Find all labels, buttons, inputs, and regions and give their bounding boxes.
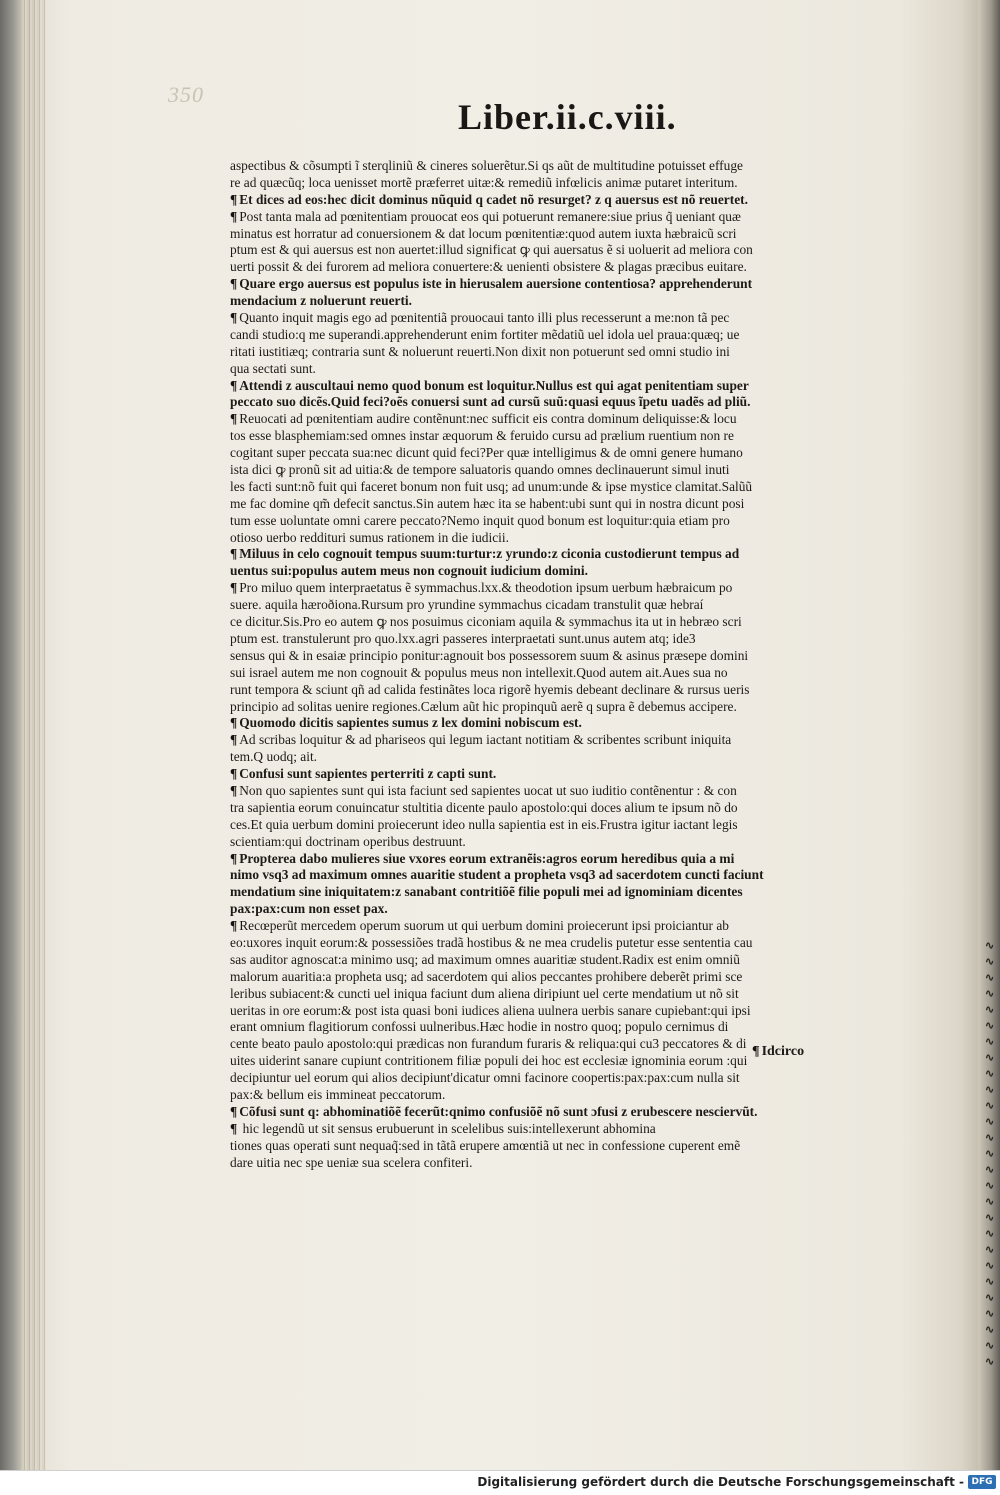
adjacent-page-edge-marks: ∿ ∿ ∿ ∿ ∿ ∿ ∿ ∿ ∿ ∿ ∿ ∿ ∿ ∿ ∿ ∿ ∿ ∿ ∿ ∿ ∿ ∿ ∿ ∿ ∿ ∿ ∿ (985, 940, 995, 1368)
text-line-content: nimo vsq3 ad maximum omnes auaritie student a propheta vsq3 ad sacerdotem cuncti faciunt (230, 867, 764, 883)
text-line-content: runt tempora & sciunt qñ ad calida festinãtes loca rigorẽ hyemis debeant declinare & rursus ueris (230, 681, 750, 697)
footer-bar (0, 1470, 1000, 1495)
pilcrow-icon: ¶ (230, 208, 238, 224)
catchword-text: Idcirco (761, 1044, 805, 1059)
text-line (230, 715, 875, 732)
text-line-content: aspectibus & cõsumpti ĩ sterqliniũ & cineres soluerẽtur.Si qs aũt de multitudine potuisset effuge (230, 158, 743, 173)
text-line-content: sas auditor agnoscat:a minimo usq; ad maximum omnes auaritiæ student.Radix est enim omniũ (230, 951, 740, 967)
text-line (230, 867, 875, 884)
pilcrow-icon: ¶ (230, 377, 238, 393)
text-line (230, 1121, 875, 1138)
text-line (230, 580, 875, 597)
text-line-content: Miluus in celo cognouit tempus suum:turtur:z yrundo:z ciconia custodierunt tempus ad (239, 546, 740, 562)
text-line-content: candi studio:q me superandi.apprehenderunt enim fortiter mẽdatiũ uel idola uel praua:quæq; ue (230, 326, 740, 342)
text-line (230, 1087, 875, 1104)
text-line-content: malorum auaritia:a propheta usq; ad sacerdotem qui alios peccantes prohibere deberẽt primi sce (230, 968, 743, 984)
text-line-content: tum esse uoluntate omni carere peccato?Nemo inquit quod bonum est loquitur:quia etiam pro (230, 512, 730, 528)
text-line-content: tiones quas operati sunt nequaq̃:sed in tãtã erupere amœntiã ut nec in confessione cuperent emẽ (230, 1137, 741, 1153)
text-line-content: principio ad solitas uenire regiones.Cælum aũt hic propinquũ aerẽ q supra ẽ debemus accipere. (230, 698, 737, 714)
dfg-logo: DFG (968, 1475, 996, 1489)
text-line (230, 175, 875, 192)
text-line-content: peccato suo dicẽs.Quid feci?oẽs conuersi sunt ad cursũ suũ:quasi equus ĩpetu uadẽs ad pliũ. (230, 394, 751, 410)
text-line-content: Pro miluo quem interpraetatus ẽ symmachus.lxx.& theodotion ipsum uerbum hæbraicum po (239, 580, 733, 596)
pilcrow-icon: ¶ (230, 850, 238, 866)
text-line-content: me fac domine qm̃ defecit sanctus.Sin autem hæc ita se habent:ubi sunt qui in nostra dicunt posi (230, 495, 745, 511)
text-line (230, 834, 875, 851)
text-line (230, 479, 875, 496)
text-line-content: Confusi sunt sapientes perterriti z capti sunt. (239, 766, 497, 782)
text-line (230, 513, 875, 530)
pilcrow-icon: ¶ (230, 546, 238, 562)
pilcrow-icon: ¶ (230, 1103, 238, 1119)
pilcrow-icon: ¶ (230, 580, 238, 596)
text-line (230, 935, 875, 952)
text-line (230, 901, 875, 918)
text-line-content: ista dici ꝙ pronũ sit ad uitia:& de tempore saluatoris quando omnes declinauerunt simul inuti (230, 462, 730, 478)
text-line (230, 378, 875, 395)
text-line (230, 293, 875, 310)
text-line (230, 1003, 875, 1020)
text-line (230, 597, 875, 614)
text-line (230, 918, 875, 935)
text-line-content: re ad quæcũq; loca uenisset mortẽ præferret uitæ:& remediũ infœlicis animæ putaret interitum. (230, 174, 738, 190)
text-line-content: sensus qui & in esaiæ principio ponitur:agnouit bos possessorem suum & asinus præsepe domini (230, 647, 749, 663)
text-line-content: erant omnium flagitiorum confossi uulneribus.Hæc hodie in nostro quoq; populo cernimus di (230, 1019, 729, 1035)
text-line (230, 563, 875, 580)
text-line-content: ces.Et quia uerbum domini proiecerunt ideo nulla sapientia est in eis.Frustra igitur iactant legis (230, 816, 738, 832)
text-line (230, 1104, 875, 1121)
text-line-content: uerti possit & dei furorem ad meliora conuertere:& uenienti obsistere & plagas præcibus euitare. (230, 259, 747, 275)
text-line-content: ptum est. transtulerunt pro quo.lxx.agri passeres interpraetati sunt.unus autem atq; ide3 (230, 630, 696, 646)
text-line-content: Et dices ad eos:hec dicit dominus nũquid q cadet nõ resurget? z q auersus est nõ reuertet. (239, 191, 748, 207)
pilcrow-icon: ¶ (230, 310, 238, 326)
text-line-content: tos esse blasphemiam:sed omnes instar æquorum & feruido cursu ad prælium ruentium non re (230, 428, 734, 444)
text-line-content: mendacium z noluerunt reuerti. (230, 293, 412, 309)
folio-number-ghost: 350 (168, 82, 204, 107)
text-line-content: les facti sunt:nõ fuit qui faceret bonum non fuit usq; ad unum:unde & ipse mystice clamitat.Salũũ (230, 478, 753, 494)
text-line-content: dare uitia nec spe ueniæ sua scelera confiteri. (230, 1154, 473, 1170)
pilcrow-icon: ¶ (230, 411, 238, 427)
text-line-content: ptum est & qui auersus est non auertet:illud significat ꝙ qui auersatus ẽ si uoluerit ad meliora con (230, 242, 753, 258)
pilcrow-icon: ¶ (230, 715, 238, 731)
pilcrow-icon: ¶ (230, 766, 238, 782)
text-line-content: hic legendũ ut sit sensus erubuerunt in scelelibus suis:intellexerunt abhomina (239, 1120, 656, 1136)
catchword (752, 1044, 804, 1060)
text-line (230, 1019, 875, 1036)
pilcrow-icon: ¶ (230, 191, 238, 207)
text-line (230, 1138, 875, 1155)
text-line-content: Cõfusi sunt q: abhominatiõẽ fecerũt:qnimo confusiõẽ nõ sunt ɔfusi z erubescere nesciervũt. (239, 1103, 758, 1119)
text-line-content: Reuocati ad pœnitentiam audire contẽnunt:nec sufficit eis contra dominum deliquisse:& locu (239, 411, 737, 427)
text-line-content: minatus est horratur ad conuersionem & dat locum pœnitentiæ:quod autem iuxta hæbraicũ scri (230, 225, 737, 241)
text-line-content: Post tanta mala ad pœnitentiam prouocat eos qui potuerunt remanere:siue prius q̃ ueniant quæ (239, 208, 741, 224)
text-line-content: ritati iustitiæq; contraria sunt & noluerunt reuerti.Non dixit non potuerunt sed omni studio ini (230, 343, 730, 359)
text-line-content: leribus subiacent:& cuncti uel iniqua faciunt dum aliena diripiunt uel certe mendatium ut nõ sit (230, 985, 739, 1001)
text-line (230, 496, 875, 513)
text-line-content: sui israel autem me non cognouit & populus meus non intellexit.Quod autem ait.Aues sua no (230, 664, 728, 680)
text-line (230, 276, 875, 293)
text-line-content: pax:& bellum eis immineat peccatorum. (230, 1086, 446, 1102)
text-block (230, 158, 875, 1171)
text-line (230, 327, 875, 344)
text-line (230, 732, 875, 749)
text-line (230, 428, 875, 445)
text-line-content: tem.Q uodq; ait. (230, 749, 318, 765)
text-line (230, 665, 875, 682)
text-line-content: Quomodo dicitis sapientes sumus z lex domini nobiscum est. (239, 715, 582, 731)
text-line (230, 411, 875, 428)
text-line-content: cogitant super peccata sua:nec dicunt quid feci?Per quæ intelligimus & de omni genere humano (230, 445, 743, 461)
text-line (230, 648, 875, 665)
text-line-content: scientiam:qui doctrinam operibus destruunt. (230, 833, 466, 849)
text-line (230, 259, 875, 276)
text-line (230, 952, 875, 969)
text-line-content: uentus sui:populus autem meus non cognouit iudicium domini. (230, 563, 588, 579)
pilcrow-icon: ¶ (230, 1120, 238, 1136)
text-line-content: tra sapientia eorum conuincatur stultitia dicente paulo apostolo:qui doces alium te ipsum nõ do (230, 799, 738, 815)
text-line-content: pax:pax:cum non esset pax. (230, 901, 388, 917)
text-line-content: Propterea dabo mulieres siue vxores eorum extranẽis:agros eorum heredibus quia a mi (239, 850, 735, 866)
text-line (230, 242, 875, 259)
text-line (230, 1070, 875, 1087)
text-line (230, 462, 875, 479)
text-line (230, 445, 875, 462)
funding-notice: Digitalisierung gefördert durch die Deutsche Forschungsgemeinschaft - (477, 1475, 964, 1489)
text-line (230, 394, 875, 411)
text-line (230, 192, 875, 209)
text-line (230, 884, 875, 901)
text-line (230, 682, 875, 699)
pilcrow-icon: ¶ (230, 732, 238, 748)
text-line (230, 631, 875, 648)
text-line (230, 344, 875, 361)
text-line (230, 614, 875, 631)
text-line-content: ueritas in ore eorum:& post ista quasi boni iudices aliena uulnera uerbis sanare cupiebant:qui ipsi (230, 1002, 751, 1018)
text-line (230, 530, 875, 547)
text-line (230, 310, 875, 327)
text-line (230, 749, 875, 766)
text-line-content: otioso uerbo reddituri sumus rationem in die iudicii. (230, 529, 509, 545)
text-line-content: Quare ergo auersus est populus iste in hierusalem auersione contentiosa? apprehenderunt (239, 276, 753, 292)
text-line (230, 1155, 875, 1172)
text-line (230, 783, 875, 800)
text-line (230, 817, 875, 834)
running-head: Liber.ii.c.viii. (458, 97, 677, 137)
page-edge-left (22, 0, 46, 1470)
text-line (230, 986, 875, 1003)
text-line (230, 800, 875, 817)
text-line (230, 361, 875, 378)
text-line-content: eo:uxores inquit eorum:& possessiões tradã hostibus & ne mea crudelis putetur esse sententia cau (230, 934, 753, 950)
pilcrow-icon: ¶ (230, 276, 238, 292)
text-line-content: Quanto inquit magis ego ad pœnitentiã prouocaui tanto illi plus recesserunt a me:non tã pec (239, 310, 730, 326)
text-line (230, 766, 875, 783)
text-line (230, 209, 875, 226)
pilcrow-icon: ¶ (230, 782, 238, 798)
pilcrow-icon: ¶ (230, 918, 238, 934)
text-line (230, 546, 875, 563)
text-line-content: suere. aquila hæroðiona.Rursum pro yrundine symmachus cicadam transtulit quæ hebraí (230, 597, 704, 613)
pilcrow-icon: ¶ (752, 1044, 760, 1059)
text-line-content: cente beato paulo apostolo:qui prædicas non furandum furaris & reliqua:qui cu3 peccatores & di (230, 1036, 747, 1052)
text-line-content: Non quo sapientes sunt qui ista faciunt sed sapientes uocat ut suo iuditio contẽnentur : & con (239, 782, 737, 798)
text-line-content: Attendi z auscultaui nemo quod bonum est loquitur.Nullus est qui agat penitentiam super (239, 377, 749, 393)
text-line-content: uites uiderint sanare cupiunt contritionem filiæ populi dei hoc est ecclesiæ ignominia eorum :qui (230, 1053, 748, 1069)
text-line (230, 158, 875, 175)
text-line-content: mendatium sine iniquitatem:z sanabant contritiõẽ filie populi mei ad ignominiam dicentes (230, 884, 743, 900)
text-line-content: Recœperũt mercedem operum suorum ut qui uerbum domini proiecerunt ipsi proiciantur ab (239, 918, 729, 934)
text-line (230, 969, 875, 986)
text-line-content: Ad scribas loquitur & ad phariseos qui legum iactant notitiam & scribentes scribunt iniquita (239, 732, 732, 748)
text-line-content: qua sectati sunt. (230, 360, 316, 376)
text-line-content: decipiuntur uel eorum qui alios decipiunt'dicatur omni facinore coopertis:pax:pax:cum nulla sit (230, 1070, 740, 1086)
text-line (230, 226, 875, 243)
text-line-content: ce dicitur.Sis.Pro eo autem ꝙ nos posuimus ciconiam aquila & symmachus ita ut in hebræo scri (230, 614, 742, 630)
text-line (230, 851, 875, 868)
text-line (230, 699, 875, 716)
